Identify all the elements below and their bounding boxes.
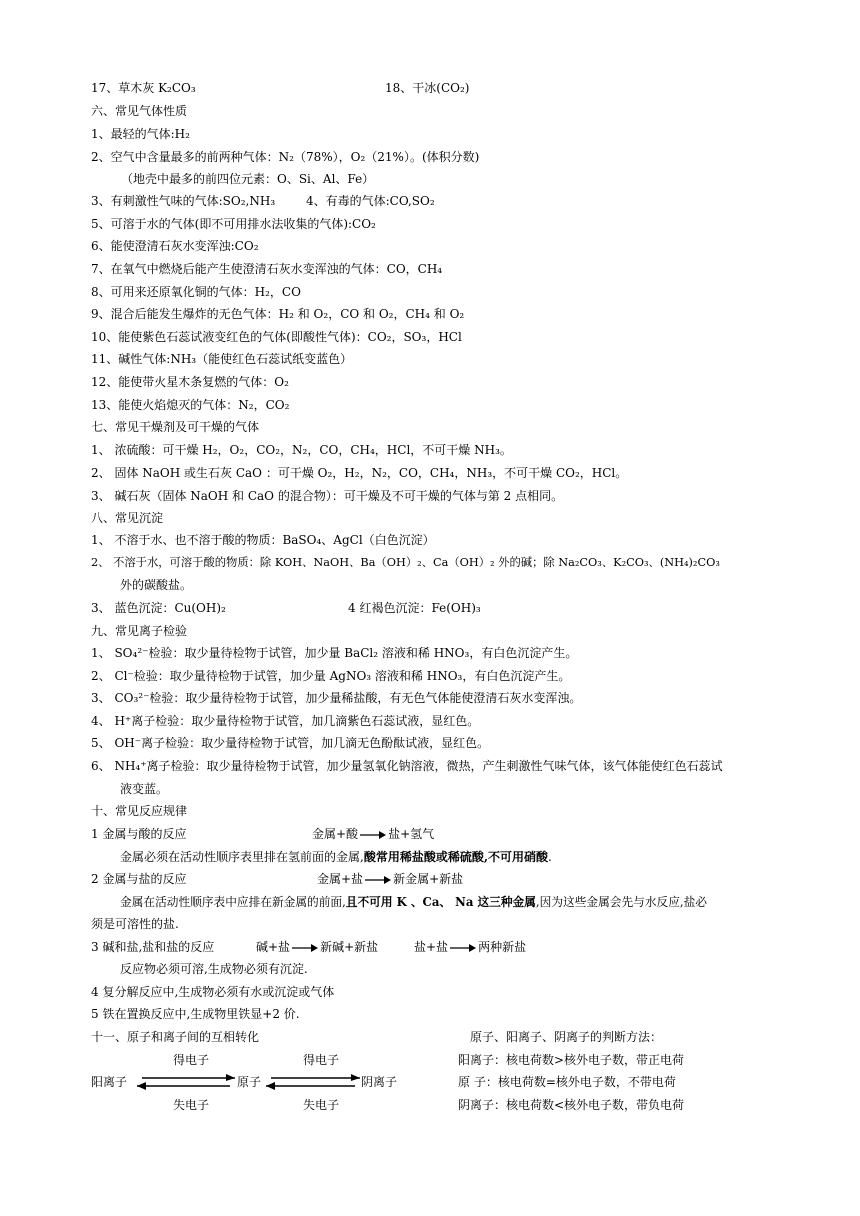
rule-1: 1 金属与酸的反应 <box>91 827 187 841</box>
gas-13: 13、能使火焰熄灭的气体：N₂，CO₂ <box>91 398 290 412</box>
rule-2-products: 新金属+新盐 <box>393 872 464 886</box>
item-18: 18、干冰(CO₂) <box>385 81 470 95</box>
section-10-heading: 十、常见反应规律 <box>91 804 188 818</box>
rule-2-reactants: 金属+盐 <box>317 872 364 886</box>
rule-3a-products: 新碱+新盐 <box>320 940 379 954</box>
gas-2-note: （地壳中最多的前四位元素：O、Si、Al、Fe） <box>121 172 375 186</box>
gas-7: 7、在氧气中燃烧后能产生使澄清石灰水变浑浊的气体：CO，CH₄ <box>91 262 443 276</box>
ion-test-2: 2、 Cl⁻检验：取少量待检物于试管，加少量 AgNO₃ 溶液和稀 HNO₃，有白色沉淀产生。 <box>91 669 571 683</box>
rule-3b-reactants: 盐+盐 <box>414 940 449 954</box>
rule-3-equation-a <box>256 939 378 955</box>
section-9-heading: 九、常见离子检验 <box>91 624 188 638</box>
judgement-atom: 原 子：核电荷数=核外电子数，不带电荷 <box>458 1075 676 1089</box>
gas-9: 9、混合后能发生爆炸的无色气体：H₂ 和 O₂，CO 和 O₂，CH₄ 和 O₂ <box>91 307 465 321</box>
arrow-right-icon <box>365 875 391 885</box>
gas-11: 11、碱性气体:NH₃（能使红色石蕊试纸变蓝色） <box>91 352 353 366</box>
rule-1-note <box>120 849 552 865</box>
anion-label: 阴离子 <box>361 1075 398 1089</box>
double-arrow-icon <box>265 1071 361 1093</box>
ion-test-1: 1、 SO₄²⁻检验：取少量待检物于试管，加少量 BaCl₂ 溶液和稀 HNO₃，有白色沉淀产生。 <box>91 646 578 660</box>
ion-test-6-cont: 液变蓝。 <box>120 782 169 796</box>
judgement-heading: 原子、阳离子、阴离子的判断方法： <box>470 1030 663 1044</box>
arrow-right-icon <box>450 943 476 953</box>
rule-5: 5 铁在置换反应中,生成物里铁显+2 价. <box>91 1007 300 1021</box>
desiccant-3: 3、 碱石灰（固体 NaOH 和 CaO 的混合物）：可干燥及不可干燥的气体与第 2 点相同。 <box>91 489 564 503</box>
rule-3-equation-b <box>414 939 526 955</box>
rule-3b-products: 两种新盐 <box>478 940 527 954</box>
rule-1-note-text: 金属必须在活动性顺序表里排在氢前面的金属, <box>120 850 364 864</box>
precip-2-cont: 外的碳酸盐。 <box>120 578 193 592</box>
gas-5: 5、可溶于水的气体(即不可用排水法收集的气体):CO₂ <box>91 217 376 231</box>
lose-electron-label-2: 失电子 <box>303 1098 340 1112</box>
gas-8: 8、可用来还原氧化铜的气体：H₂，CO <box>91 285 301 299</box>
precip-3: 3、 蓝色沉淀：Cu(OH)₂ <box>91 601 226 615</box>
precip-2: 2、 不溶于水，可溶于酸的物质：除 KOH、NaOH、Ba（OH）₂、Ca（OH）₂ 外的碱；除 Na₂CO₃、K₂CO₃、(NH₄)₂CO₃ <box>91 556 720 569</box>
ion-test-3: 3、 CO₃²⁻检验：取少量待检物于试管，加少量稀盐酸，有无色气体能使澄清石灰水变浑浊。 <box>91 691 582 705</box>
ion-test-4: 4、 H⁺离子检验：取少量待检物于试管，加几滴紫色石蕊试液，显红色。 <box>91 714 480 728</box>
precip-4: 4 红褐色沉淀：Fe(OH)₃ <box>348 601 481 615</box>
rule-1-products: 盐+氢气 <box>388 827 435 841</box>
rule-1-note-end: . <box>548 850 552 864</box>
rule-2: 2 金属与盐的反应 <box>91 872 187 886</box>
cation-label: 阳离子 <box>91 1075 128 1089</box>
rule-3-note: 反应物必须可溶,生成物必须有沉淀. <box>120 962 308 976</box>
gas-12: 12、能使带火星木条复燃的气体：O₂ <box>91 375 289 389</box>
rule-3a-reactants: 碱+盐 <box>256 940 291 954</box>
gas-6: 6、能使澄清石灰水变浑浊:CO₂ <box>91 239 259 253</box>
item-17: 17、草木灰 K₂CO₃ <box>91 81 196 95</box>
rule-1-equation <box>312 826 434 842</box>
rule-2-note-text: 金属在活动性顺序表中应排在新金属的前面, <box>120 895 346 909</box>
ion-test-6: 6、 NH₄⁺离子检验：取少量待检物于试管，加少量氢氧化钠溶液，微热，产生刺激性气味气体，该气体能使红色石蕊试 <box>91 759 723 773</box>
rule-1-reactants: 金属+酸 <box>312 827 359 841</box>
desiccant-1: 1、 浓硫酸：可干燥 H₂，O₂，CO₂，N₂，CO，CH₄，HCl，不可干燥 NH₃。 <box>91 443 512 457</box>
gas-3: 3、有刺激性气味的气体:SO₂,NH₃ <box>91 194 276 208</box>
gain-electron-label-2: 得电子 <box>303 1053 340 1067</box>
section-11-heading: 十一、原子和离子间的互相转化 <box>91 1030 260 1044</box>
gain-electron-label-1: 得电子 <box>173 1053 210 1067</box>
gas-2: 2、空气中含量最多的前两种气体：N₂（78%），O₂（21%）。(体积分数) <box>91 150 480 164</box>
rule-2-note-end: ,因为这些金属会先与水反应,盐必 <box>535 895 707 909</box>
ion-test-5: 5、 OH⁻离子检验：取少量待检物于试管，加几滴无色酚酞试液，显红色。 <box>91 736 490 750</box>
double-arrow-icon <box>136 1071 236 1093</box>
rule-4: 4 复分解反应中,生成物必须有水或沉淀或气体 <box>91 985 335 999</box>
rule-1-note-bold: 酸常用稀盐酸或稀硫酸,不可用硝酸 <box>363 850 549 864</box>
precip-1: 1、 不溶于水、也不溶于酸的物质：BaSO₄、AgCl（白色沉淀） <box>91 533 435 547</box>
section-6-heading: 六、常见气体性质 <box>91 104 188 118</box>
section-8-heading: 八、常见沉淀 <box>91 511 164 525</box>
rule-2-note-cont: 须是可溶性的盐. <box>91 917 179 931</box>
arrow-right-icon <box>292 943 318 953</box>
atom-label: 原子 <box>237 1075 262 1089</box>
gas-1: 1、最轻的气体:H₂ <box>91 127 190 141</box>
arrow-right-icon <box>360 830 386 840</box>
section-7-heading: 七、常见干燥剂及可干燥的气体 <box>91 420 260 434</box>
desiccant-2: 2、 固体 NaOH 或生石灰 CaO ：可干燥 O₂，H₂，N₂，CO，CH₄，NH₃，不可干燥 CO₂，HCl。 <box>91 466 628 480</box>
rule-2-note <box>120 894 707 910</box>
judgement-cation: 阳离子：核电荷数>核外电子数，带正电荷 <box>458 1053 685 1067</box>
judgement-anion: 阴离子：核电荷数<核外电子数，带负电荷 <box>458 1098 685 1112</box>
rule-2-equation <box>317 871 463 887</box>
rule-2-note-bold: 且不可用 K 、Ca、 Na 这三种金属 <box>345 895 536 909</box>
gas-10: 10、能使紫色石蕊试液变红色的气体(即酸性气体)：CO₂，SO₃，HCl <box>91 330 462 344</box>
rule-3: 3 碱和盐,盐和盐的反应 <box>91 940 215 954</box>
lose-electron-label-1: 失电子 <box>173 1098 210 1112</box>
gas-4: 4、有毒的气体:CO,SO₂ <box>306 194 435 208</box>
